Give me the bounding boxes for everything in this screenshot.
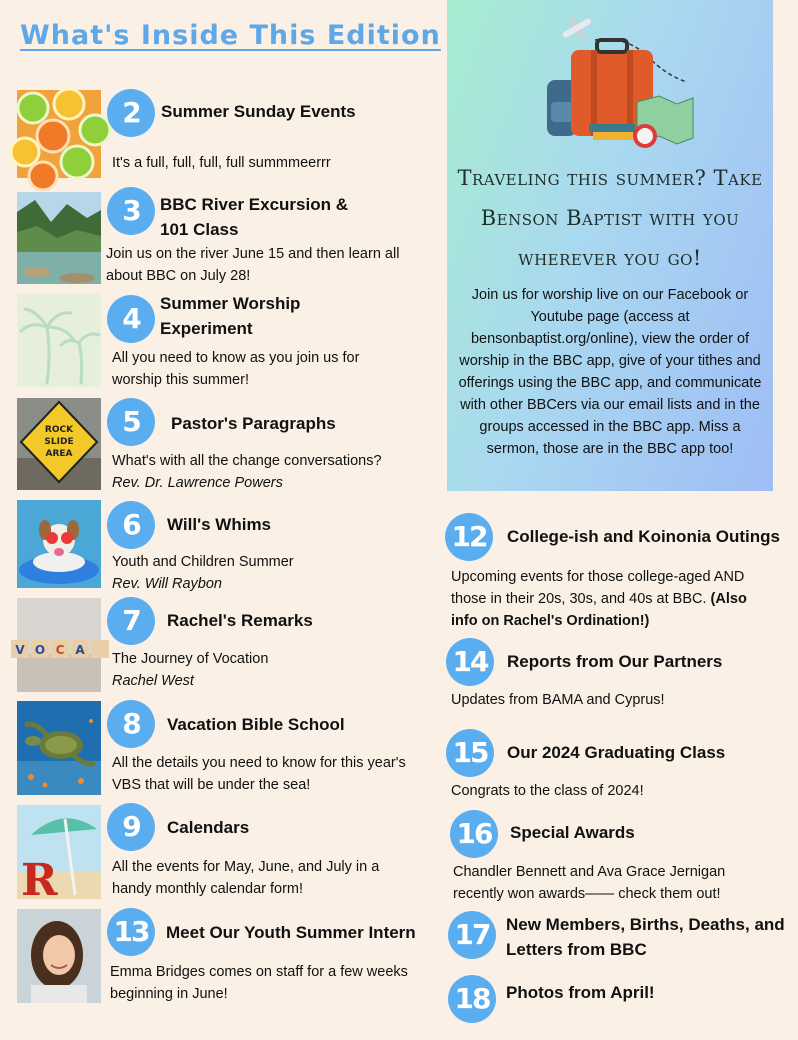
article-heading: Pastor's Paragraphs [171,414,336,433]
page-number-badge: 5 [107,398,155,446]
promo-headline: Traveling this summer? Take Benson Baptist with you wherever you go! [457,166,763,270]
promo-body: Join us for worship live on our Facebook or Youtube page (access at bensonbaptist.org/online), view the order of worship in the BBC app, give of your tithes and offerings using the BBC app, and communicate with other BBCers via our email lists and in the groups accessed in the BBC app. Miss a sermon, those are in the BBC app too! [458,287,762,457]
river-landscape-image [17,192,101,284]
article-summary-highlight: (Also info on Rachel's Ordination!) [451,591,747,629]
palm-trees-image [17,293,101,387]
rock-slide-sign-image [17,398,101,490]
article-summary: Upcoming events for those college-aged AND those in their 20s, 30s, and 40s at BBC. [451,569,745,607]
article-description: It's a full, full, full, full summmeerrr [112,155,331,171]
article-heading: Summer Sunday Events [161,102,356,121]
page-number-badge: 18 [448,975,496,1023]
article-heading: Photos from April! [506,983,655,1002]
author-byline: Rachel West [112,673,194,689]
article-heading: New Members, Births, Deaths, and Letters from BBC [506,915,785,959]
article-heading: Special Awards [510,823,635,842]
svg-text:V: V [15,643,25,657]
article-heading: College-ish and Koinonia Outings [507,527,780,546]
svg-text:ROCK: ROCK [44,425,74,435]
beach-umbrella-image [17,805,101,906]
svg-text:AREA: AREA [45,449,73,459]
page-number-badge: 13 [107,908,155,956]
svg-text:R: R [21,855,58,906]
page-number-badge: 12 [445,513,493,561]
article-heading: Our 2024 Graduating Class [507,743,726,762]
article-description [112,450,422,494]
article-description: Chandler Bennett and Ava Grace Jernigan recently won awards—— check them out! [453,864,726,902]
svg-text:A: A [75,643,85,657]
article-heading: Reports from Our Partners [507,652,723,671]
article-heading: Vacation Bible School [167,715,345,734]
travel-suitcase-illustration [537,6,697,156]
article-heading: Will's Whims [167,515,272,534]
travel-promo-box [447,0,773,491]
article-description [112,648,422,692]
article-description: Join us on the river June 15 and then learn all about BBC on July 28! [106,246,400,284]
page-number-badge: 17 [448,911,496,959]
page-number-badge: 2 [107,89,155,137]
article-heading: Calendars [167,818,250,837]
article-heading: BBC River Excursion & 101 Class [160,195,348,239]
page-number-badge: 14 [446,638,494,686]
page-number-badge: 8 [107,700,155,748]
article-description [451,566,756,632]
sea-turtle-image [17,701,101,795]
page-number-badge: 9 [107,803,155,851]
article-description: All the events for May, June, and July in a handy monthly calendar form! [112,859,380,897]
article-description: Emma Bridges comes on staff for a few weeks beginning in June! [110,964,408,1002]
page-number-badge: 6 [107,501,155,549]
page-number-badge: 3 [107,187,155,235]
author-byline: Rev. Dr. Lawrence Powers [112,475,283,491]
article-heading: Meet Our Youth Summer Intern [166,923,416,942]
intern-portrait-image [17,909,101,1003]
article-description: All the details you need to know for this year's VBS that will be under the sea! [112,755,406,793]
article-heading: Rachel's Remarks [167,611,313,630]
page-number-badge: 7 [107,597,155,645]
dog-in-pool-image [17,500,101,588]
svg-text:O: O [34,643,46,657]
article-description: Updates from BAMA and Cyprus! [451,692,665,708]
article-description: Congrats to the class of 2024! [451,783,644,799]
article-description: All you need to know as you join us for worship this summer! [112,350,360,388]
vocation-blocks-image [17,598,101,692]
article-summary: What's with all the change conversations? [112,453,382,469]
citrus-slices-image [17,90,101,178]
page-number-badge: 4 [107,295,155,343]
author-byline: Rev. Will Raybon [112,576,222,592]
page-number-badge: 16 [450,810,498,858]
article-description [112,551,422,595]
article-heading: Summer Worship Experiment [160,294,301,338]
svg-text:C: C [55,643,65,657]
page-number-badge: 15 [446,729,494,777]
svg-text:SLIDE: SLIDE [44,437,74,447]
article-summary: Youth and Children Summer [112,554,294,570]
article-summary: The Journey of Vocation [112,651,269,667]
page-title: What's Inside This Edition [20,20,441,51]
